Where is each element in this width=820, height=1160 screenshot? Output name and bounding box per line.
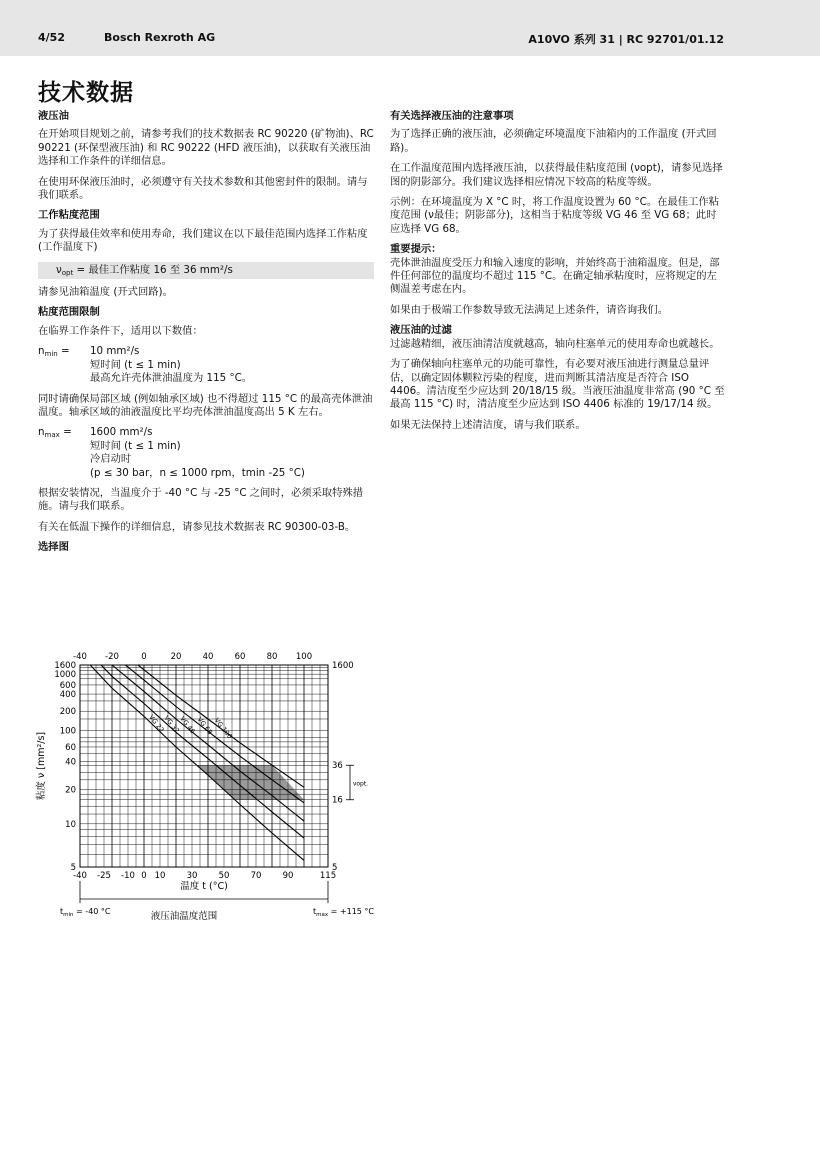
y-left-tick-label: 1600 [54, 661, 76, 671]
selection-paragraph-3: 示例：在环境温度为 X °C 时，将工作温度设置为 60 °C。在最佳工作粘度范围 (ν最佳；阴影部分)，这相当于粘度等级 VG 46 至 VG 68；此时应选择 VG 68。 [390, 196, 719, 235]
note-paragraph: 壳体泄油温度受压力和输入速度的影响，并始终高于油箱温度。但是，部件任何部位的温度均不超过 115 °C。在确定轴承粘度时，应将规定的左侧温差考虑在内。 [390, 256, 720, 296]
y-left-tick-label: 600 [59, 680, 76, 691]
filtration-paragraph-3: 如果无法保持上述清洁度，请与我们联系。 [390, 418, 586, 431]
vopt-symbol: ν [56, 263, 62, 276]
limit-heading: 粘度范围限制 [38, 306, 100, 319]
selection-paragraph-1: 为了选择正确的液压油，必须确定环境温度下油箱内的工作温度 (开式回路)。 [390, 128, 717, 154]
x-bottom-tick-label: 10 [154, 871, 166, 881]
y-left-tick-label: 60 [65, 742, 76, 753]
limit-paragraph-2: 同时请确保局部区域 (例如轴承区域) 也不得超过 115 °C 的最高壳体泄油温度。轴承区域的油液温度比平均壳体泄油温度高出 5 K 左右。 [38, 392, 373, 418]
page-number: 4/52 [38, 31, 65, 44]
y-right-tick-label: 1600 [332, 661, 354, 671]
limit-paragraph-4: 有关在低温下操作的详细信息，请参见技术数据表 RC 90300-03-B。 [38, 520, 356, 533]
y-left-tick-label: 20 [65, 785, 76, 796]
x-top-tick-label: -40 [73, 652, 87, 662]
x-bottom-tick-label: 115 [319, 871, 337, 881]
filtration-heading: 液压油的过滤 [390, 324, 452, 337]
y-right-tick-label: 36 [332, 761, 343, 772]
selection-chart [30, 645, 380, 930]
page-header [0, 0, 820, 56]
right-column [390, 110, 726, 439]
y-left-tick-label: 400 [59, 690, 76, 701]
x-top-tick-label: 80 [266, 652, 278, 662]
x-top-tick-label: 0 [141, 652, 147, 662]
oil-paragraph-1: 在开始项目规划之前，请参考我们的技术数据表 RC 90220 (矿物油)、RC 90221 (环保型液压油) 和 RC 90222 (HFD 液压油)，以获取有关液压油选择和工作条件的详细信息。 [38, 128, 374, 168]
filtration-paragraph-2: 为了确保轴向柱塞单元的功能可靠性，有必要对液压油进行测量总量评估，以确定固体颗粒污染的程度，进而判断其清洁度是否符合 ISO 4406。清洁度至少应达到 20/18/15 级。当液压油温度非常高 (90 °C 至最高 115 °C) 时，清洁度至少应达到 ISO 4406 标准的 19/17/14 级。 [390, 358, 725, 411]
y-left-tick-label: 5 [70, 863, 76, 873]
page-title: 技术数据 [38, 80, 134, 106]
x-bottom-tick-label: -25 [97, 871, 111, 881]
x-bottom-tick-label: 0 [141, 871, 147, 881]
x-bottom-tick-label: 50 [218, 871, 230, 881]
y-right-tick-label: 5 [332, 863, 338, 873]
nmax-symbol: n [38, 426, 45, 439]
x-top-tick-label: 40 [202, 652, 214, 662]
nmin-definition [38, 345, 374, 385]
series-label-vg-68: VG 68 [195, 715, 215, 737]
viscosity-heading: 工作粘度范围 [38, 209, 100, 222]
x-bottom-tick-label: -40 [73, 871, 87, 881]
viscosity-paragraph-2: 请参见油箱温度 (开式回路)。 [38, 286, 173, 299]
limit-paragraph-3: 根据安装情况，当温度介于 -40 °C 与 -25 °C 之间时，必须采取特殊措施。请与我们联系。 [38, 486, 364, 513]
selection-heading: 有关选择液压油的注意事项 [390, 110, 514, 122]
vopt-text: = 最佳工作粘度 16 至 36 mm²/s [73, 263, 233, 276]
nmin-line-3: 最高允许壳体泄油温度为 115 °C。 [90, 372, 253, 385]
y-axis-title: 粘度 ν [mm²/s] [36, 731, 47, 801]
nmax-line-4: (p ≤ 30 bar，n ≤ 1000 rpm，tmin -25 °C) [90, 466, 305, 479]
x-axis-title: 温度 t (°C) [180, 881, 228, 892]
company-name: Bosch Rexroth AG [104, 31, 216, 44]
limit-paragraph-1: 在临界工作条件下，适用以下数值： [38, 324, 203, 337]
y-right-tick-label: 16 [332, 795, 343, 806]
vopt-definition-box [38, 262, 374, 279]
vopt-bracket-label: νopt. [353, 780, 369, 788]
y-left-tick-label: 1000 [54, 670, 76, 681]
filtration-paragraph-1: 过滤越精细，液压油清洁度就越高，轴向柱塞单元的使用寿命也就越长。 [390, 337, 720, 350]
nmin-equals: = [57, 345, 70, 358]
x-bottom-tick-label: -10 [121, 871, 135, 881]
document-id: A10VO 系列 31 | RC 92701/01.12 [528, 33, 724, 46]
nmin-line-2: 短时间 (t ≤ 1 min) [90, 358, 181, 371]
oil-heading: 液压油 [38, 110, 69, 122]
nmax-line-3: 冷启动时 [90, 453, 132, 466]
chart-heading: 选择图 [38, 541, 69, 554]
x-top-tick-label: 60 [234, 652, 246, 662]
x-bottom-tick-label: 30 [186, 871, 198, 881]
vopt-subscript: opt [61, 268, 74, 277]
nmax-line-1: 1600 mm²/s [90, 426, 153, 439]
y-left-tick-label: 10 [65, 819, 76, 830]
nmax-equals: = [59, 426, 72, 439]
y-left-tick-label: 100 [59, 726, 76, 737]
series-label-vg-100: VG 100 [212, 716, 234, 741]
selection-chart-svg [30, 645, 380, 930]
oil-paragraph-2: 在使用环保液压油时，必须遵守有关技术参数和其他密封件的限制。请与我们联系。 [38, 175, 368, 202]
selection-paragraph-4: 如果由于极端工作参数导致无法满足上述条件，请咨询我们。 [390, 303, 669, 316]
x-bottom-tick-label: 90 [282, 871, 294, 881]
y-left-tick-label: 40 [65, 757, 76, 768]
x-top-tick-label: 100 [295, 652, 313, 662]
series-label-vg-32: VG 32 [162, 714, 181, 735]
tmax-label: $t_{max} = +115$ °C [313, 907, 375, 918]
temperature-range-caption: 液压油温度范围 [150, 911, 218, 922]
series-label-vg-22: VG 22 [147, 713, 166, 734]
left-column [38, 110, 374, 560]
nmin-line-1: 10 mm²/s [90, 345, 140, 358]
tmin-label: $t_{min} = -40$ °C [60, 907, 111, 918]
nmax-line-2: 短时间 (t ≤ 1 min) [90, 439, 181, 452]
x-top-tick-label: -20 [105, 652, 119, 662]
nmax-subscript: max [44, 431, 60, 440]
series-label-vg-46: VG 46 [178, 714, 197, 736]
nmin-subscript: min [44, 350, 58, 359]
x-bottom-tick-label: 70 [250, 871, 262, 881]
nmin-symbol: n [38, 345, 45, 358]
nmax-definition [38, 426, 374, 480]
y-left-tick-label: 200 [59, 707, 76, 718]
selection-paragraph-2: 在工作温度范围内选择液压油，以获得最佳粘度范围 (νopt)，请参见选择图的阴影部分。我们建议选择相应情况下较高的粘度等级。 [390, 162, 723, 188]
viscosity-paragraph-1: 为了获得最佳效率和使用寿命，我们建议在以下最佳范围内选择工作粘度 (工作温度下) [38, 227, 368, 254]
x-top-tick-label: 20 [170, 652, 182, 662]
note-heading: 重要提示： [390, 243, 442, 256]
